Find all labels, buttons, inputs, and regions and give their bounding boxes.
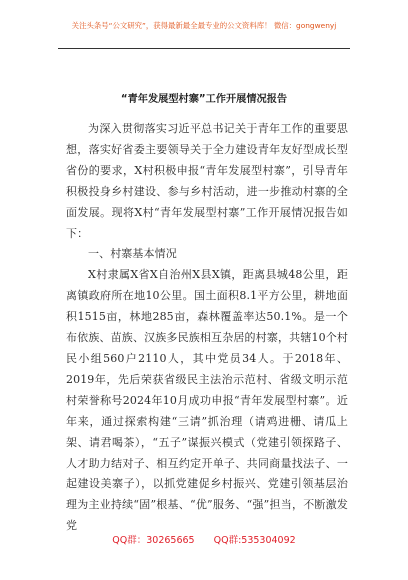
header-divider bbox=[58, 48, 350, 49]
qq-group-label-2: QQ群:535304092 bbox=[213, 535, 296, 546]
section-heading: 一、村寨基本情况 bbox=[88, 247, 177, 261]
header-banner: 关注头条号“公文研究”，获得最新最全最专业的公文资料库！ 微信：gongwenyj bbox=[71, 21, 337, 30]
document-body bbox=[66, 119, 348, 537]
footer-contact bbox=[0, 532, 408, 546]
body-paragraph: X村隶属X省X自治州X县X镇，距离县城48公里，距离镇政府所在地10公里。国土面积8.1平方公里，耕地面积1515亩，林地285亩，森林覆盖率达50.1%。是一个布依族、苗族、汉族多民族相互杂居的村寨，共辖10个村民小组560户2110人，其中党员34人。于2018年、2019年，先后荣获省级民主法治示范村、省级文明示范村荣誉称号2024年10月成功申报“青年发展型村寨”。近年来，通过探索构建“三请”抓治理（请鸡进栅、请瓜上架、请君喝茶），“五子”谋振兴模式（党建引领探路子、人才助力结对子、相互约定开单子、共同商量找法子、一起建设美寨子），以抓党建促乡村振兴、党建引领基层治理为主业持续“固”根基、“优”服务、“强”担当，不断激发党 bbox=[66, 268, 348, 533]
document-title: “青年发展型村寨”工作开展情况报告 bbox=[120, 94, 288, 105]
intro-paragraph: 为深入贯彻落实习近平总书记关于青年工作的重要思想，落实好省委主要领导关于全力建设青年友好型成长型省份的要求，X村积极申报“青年发展型村寨”，引导青年积极投身乡村建设、参与乡村活动，进一步推动村寨的全面发展。现将X村“青年发展型村寨”工作开展情况报告如下： bbox=[66, 122, 348, 240]
qq-group-label-1: QQ群：30265665 bbox=[112, 535, 195, 546]
